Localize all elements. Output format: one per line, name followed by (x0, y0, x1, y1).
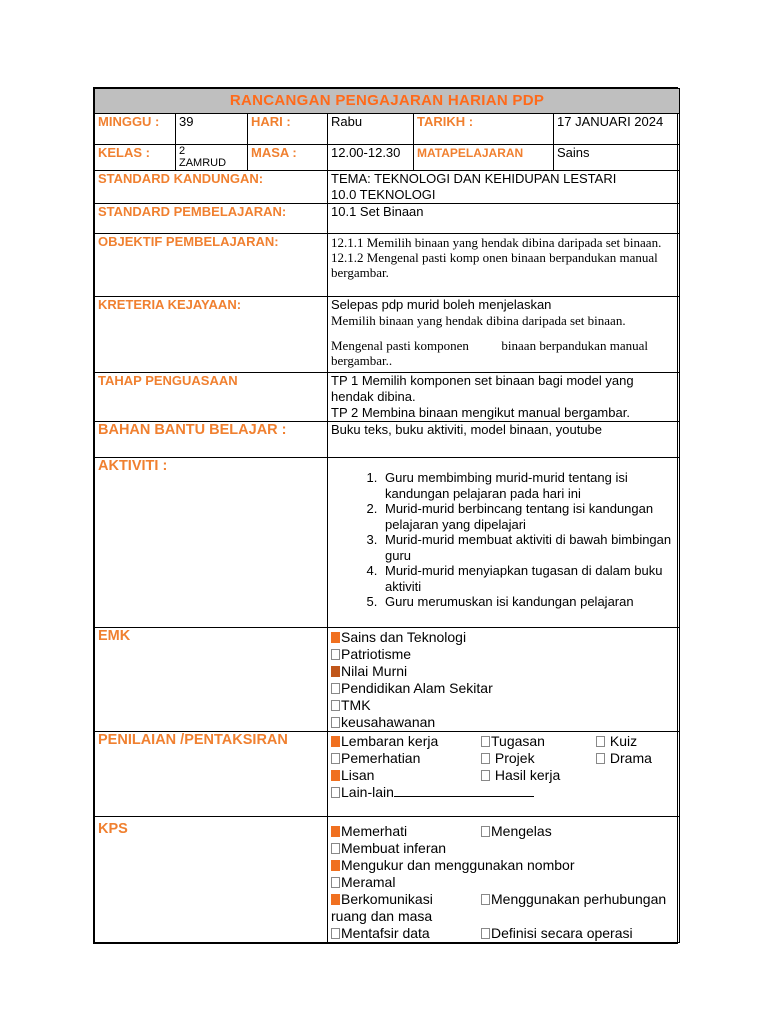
checkbox-icon (481, 928, 490, 939)
checkbox-icon (331, 683, 340, 694)
checkbox-icon (481, 753, 490, 764)
emk-option-label: TMK (341, 697, 371, 713)
tema-text: TEMA: TEKNOLOGI DAN KEHIDUPAN LESTARI (331, 171, 617, 186)
option-label: Menggunakan perhubungan (491, 891, 667, 907)
checked-box-icon (331, 894, 340, 905)
checked-box-icon (331, 860, 340, 871)
checkbox-icon (331, 700, 340, 711)
hari-label: HARI : (248, 114, 328, 145)
teknologi-text: 10.0 TEKNOLOGI (331, 187, 436, 202)
masa-value: 12.00-12.30 (328, 145, 414, 171)
kps-option[interactable] (481, 823, 552, 840)
penilaian-option[interactable] (596, 750, 652, 767)
kps-option[interactable] (481, 925, 633, 942)
penilaian-option[interactable] (331, 733, 481, 750)
option-label: Kuiz (606, 733, 638, 749)
tarikh-label: TARIKH : (414, 114, 554, 145)
objektif-label: OBJEKTIF PEMBELAJARAN: (95, 234, 328, 297)
aktiviti-item: 3. Murid-murid membuat aktiviti di bawah bimbingan guru (381, 532, 676, 563)
matapelajaran-value: Sains (554, 145, 680, 171)
standard-kandungan-label: STANDARD KANDUNGAN: (95, 171, 328, 204)
penilaian-option[interactable] (331, 767, 481, 784)
aktiviti-list (331, 470, 676, 610)
checkbox-icon (481, 736, 490, 747)
aktiviti-label: AKTIVITI : (95, 458, 328, 628)
checkbox-icon (331, 928, 340, 939)
penilaian-value (328, 732, 680, 817)
kreteria-line-1: Selepas pdp murid boleh menjelaskan (331, 297, 552, 312)
option-label: Meramal (341, 874, 396, 890)
kps-option[interactable] (331, 925, 481, 942)
objektif-line-1: 12.1.1 Memilih binaan yang hendak dibina daripada set binaan. (331, 235, 662, 250)
masa-label: MASA : (248, 145, 328, 171)
emk-value (328, 628, 680, 732)
blank-line (394, 784, 534, 797)
penilaian-option[interactable] (331, 784, 534, 801)
emk-option[interactable] (331, 663, 676, 680)
option-label: Mengelas (491, 823, 552, 839)
aktiviti-item: 2. Murid-murid berbincang tentang isi kandungan pelajaran yang dipelajari (381, 501, 676, 532)
checked-box-icon (331, 770, 340, 781)
tp2-text: TP 2 Membina binaan mengikut manual bergambar. (331, 405, 630, 420)
checkbox-icon (331, 843, 340, 854)
option-label: Tugasan (491, 733, 545, 749)
objektif-line-2: 12.1.2 Mengenal pasti komp onen binaan berpandukan manual bergambar. (331, 250, 658, 280)
lesson-plan-table (94, 88, 680, 943)
emk-option-label: Pendidikan Alam Sekitar (341, 680, 493, 696)
option-label: Mengukur dan menggunakan nombor (341, 857, 575, 873)
standard-kandungan-value (328, 171, 680, 204)
kelas-value (176, 145, 248, 171)
penilaian-option[interactable] (596, 733, 637, 750)
standard-pembelajaran-value: 10.1 Set Binaan (328, 204, 680, 234)
kreteria-value (328, 297, 680, 373)
tp1-text: TP 1 Memilih komponen set binaan bagi model yang hendak dibina. (331, 373, 634, 404)
page-title: RANCANGAN PENGAJARAN HARIAN PDP (95, 89, 680, 114)
emk-option[interactable] (331, 680, 676, 697)
kelas-label: KELAS : (95, 145, 176, 171)
option-label: Definisi secara operasi (491, 925, 633, 941)
penilaian-option[interactable] (481, 733, 596, 750)
penilaian-option[interactable] (481, 750, 596, 767)
emk-option[interactable] (331, 629, 676, 646)
checkbox-icon (481, 826, 490, 837)
penilaian-option[interactable] (481, 767, 596, 784)
option-label: Hasil kerja (491, 767, 561, 783)
kps-option[interactable] (481, 891, 666, 908)
checkbox-icon (331, 649, 340, 660)
penilaian-label: PENILAIAN /PENTAKSIRAN (95, 732, 328, 817)
kps-option[interactable] (331, 823, 481, 840)
penilaian-option[interactable] (331, 750, 481, 767)
option-label: Pemerhatian (341, 750, 421, 766)
option-label: Mentafsir data (341, 925, 430, 941)
aktiviti-value (328, 458, 680, 628)
aktiviti-item: 1. Guru membimbing murid-murid tentang isi kandungan pelajaran pada hari ini (381, 470, 676, 501)
kps-option[interactable] (331, 891, 481, 908)
standard-pembelajaran-label: STANDARD PEMBELAJARAN: (95, 204, 328, 234)
aktiviti-item: 5. Guru merumuskan isi kandungan pelajaran (381, 594, 676, 610)
kreteria-label: KRETERIA KEJAYAAN: (95, 297, 328, 373)
checked-box-icon (331, 632, 340, 643)
minggu-label: MINGGU : (95, 114, 176, 145)
kps-option[interactable] (331, 857, 575, 874)
emk-option[interactable] (331, 697, 676, 714)
checkbox-icon (481, 770, 490, 781)
emk-option[interactable] (331, 714, 676, 731)
kps-option[interactable] (331, 874, 395, 891)
checkbox-icon (596, 753, 605, 764)
kps-value (328, 817, 680, 943)
emk-option[interactable] (331, 646, 676, 663)
tahap-label: TAHAP PENGUASAAN (95, 373, 328, 422)
kps-label: KPS (95, 817, 328, 943)
emk-option-label: Sains dan Teknologi (341, 629, 467, 645)
emk-option-label: Patriotisme (341, 646, 412, 662)
checkbox-icon (331, 753, 340, 764)
kreteria-line-3: Mengenal pasti komponen binaan berpandukan manual bergambar.. (331, 338, 652, 368)
emk-option-label: keusahawanan (341, 714, 436, 730)
kps-continuation: ruang dan masa (331, 908, 433, 924)
option-label: Drama (606, 750, 652, 766)
emk-option-label: Nilai Murni (341, 663, 408, 679)
matapelajaran-label: MATAPELAJARAN (414, 145, 554, 171)
kreteria-line-2: Memilih binaan yang hendak dibina daripada set binaan. (331, 313, 626, 328)
option-label: Lain-lain (341, 784, 394, 800)
tahap-value (328, 373, 680, 422)
checked-box-icon (331, 666, 340, 677)
emk-label: EMK (95, 628, 328, 732)
option-label: Projek (491, 750, 535, 766)
minggu-value: 39 (176, 114, 248, 145)
option-label: Lisan (341, 767, 375, 783)
aktiviti-item: 4. Murid-murid menyiapkan tugasan di dalam buku aktiviti (381, 563, 676, 594)
option-label: Lembaran kerja (341, 733, 439, 749)
tarikh-value: 17 JANUARI 2024 (554, 114, 680, 145)
bbb-label: BAHAN BANTU BELAJAR : (95, 422, 328, 458)
kelas-name: ZAMRUD (179, 157, 227, 169)
hari-value: Rabu (328, 114, 414, 145)
lesson-plan-sheet (93, 87, 678, 944)
checked-box-icon (331, 736, 340, 747)
checkbox-icon (331, 787, 340, 798)
checkbox-icon (331, 717, 340, 728)
option-label: Memerhati (341, 823, 408, 839)
kelas-number: 2 (179, 145, 186, 157)
checkbox-icon (331, 877, 340, 888)
checked-box-icon (331, 826, 340, 837)
option-label: Berkomunikasi (341, 891, 433, 907)
objektif-value (328, 234, 680, 297)
bbb-value: Buku teks, buku aktiviti, model binaan, youtube (328, 422, 680, 458)
option-label: Membuat inferan (341, 840, 447, 856)
checkbox-icon (481, 894, 490, 905)
kps-option[interactable] (331, 840, 446, 857)
checkbox-icon (596, 736, 605, 747)
